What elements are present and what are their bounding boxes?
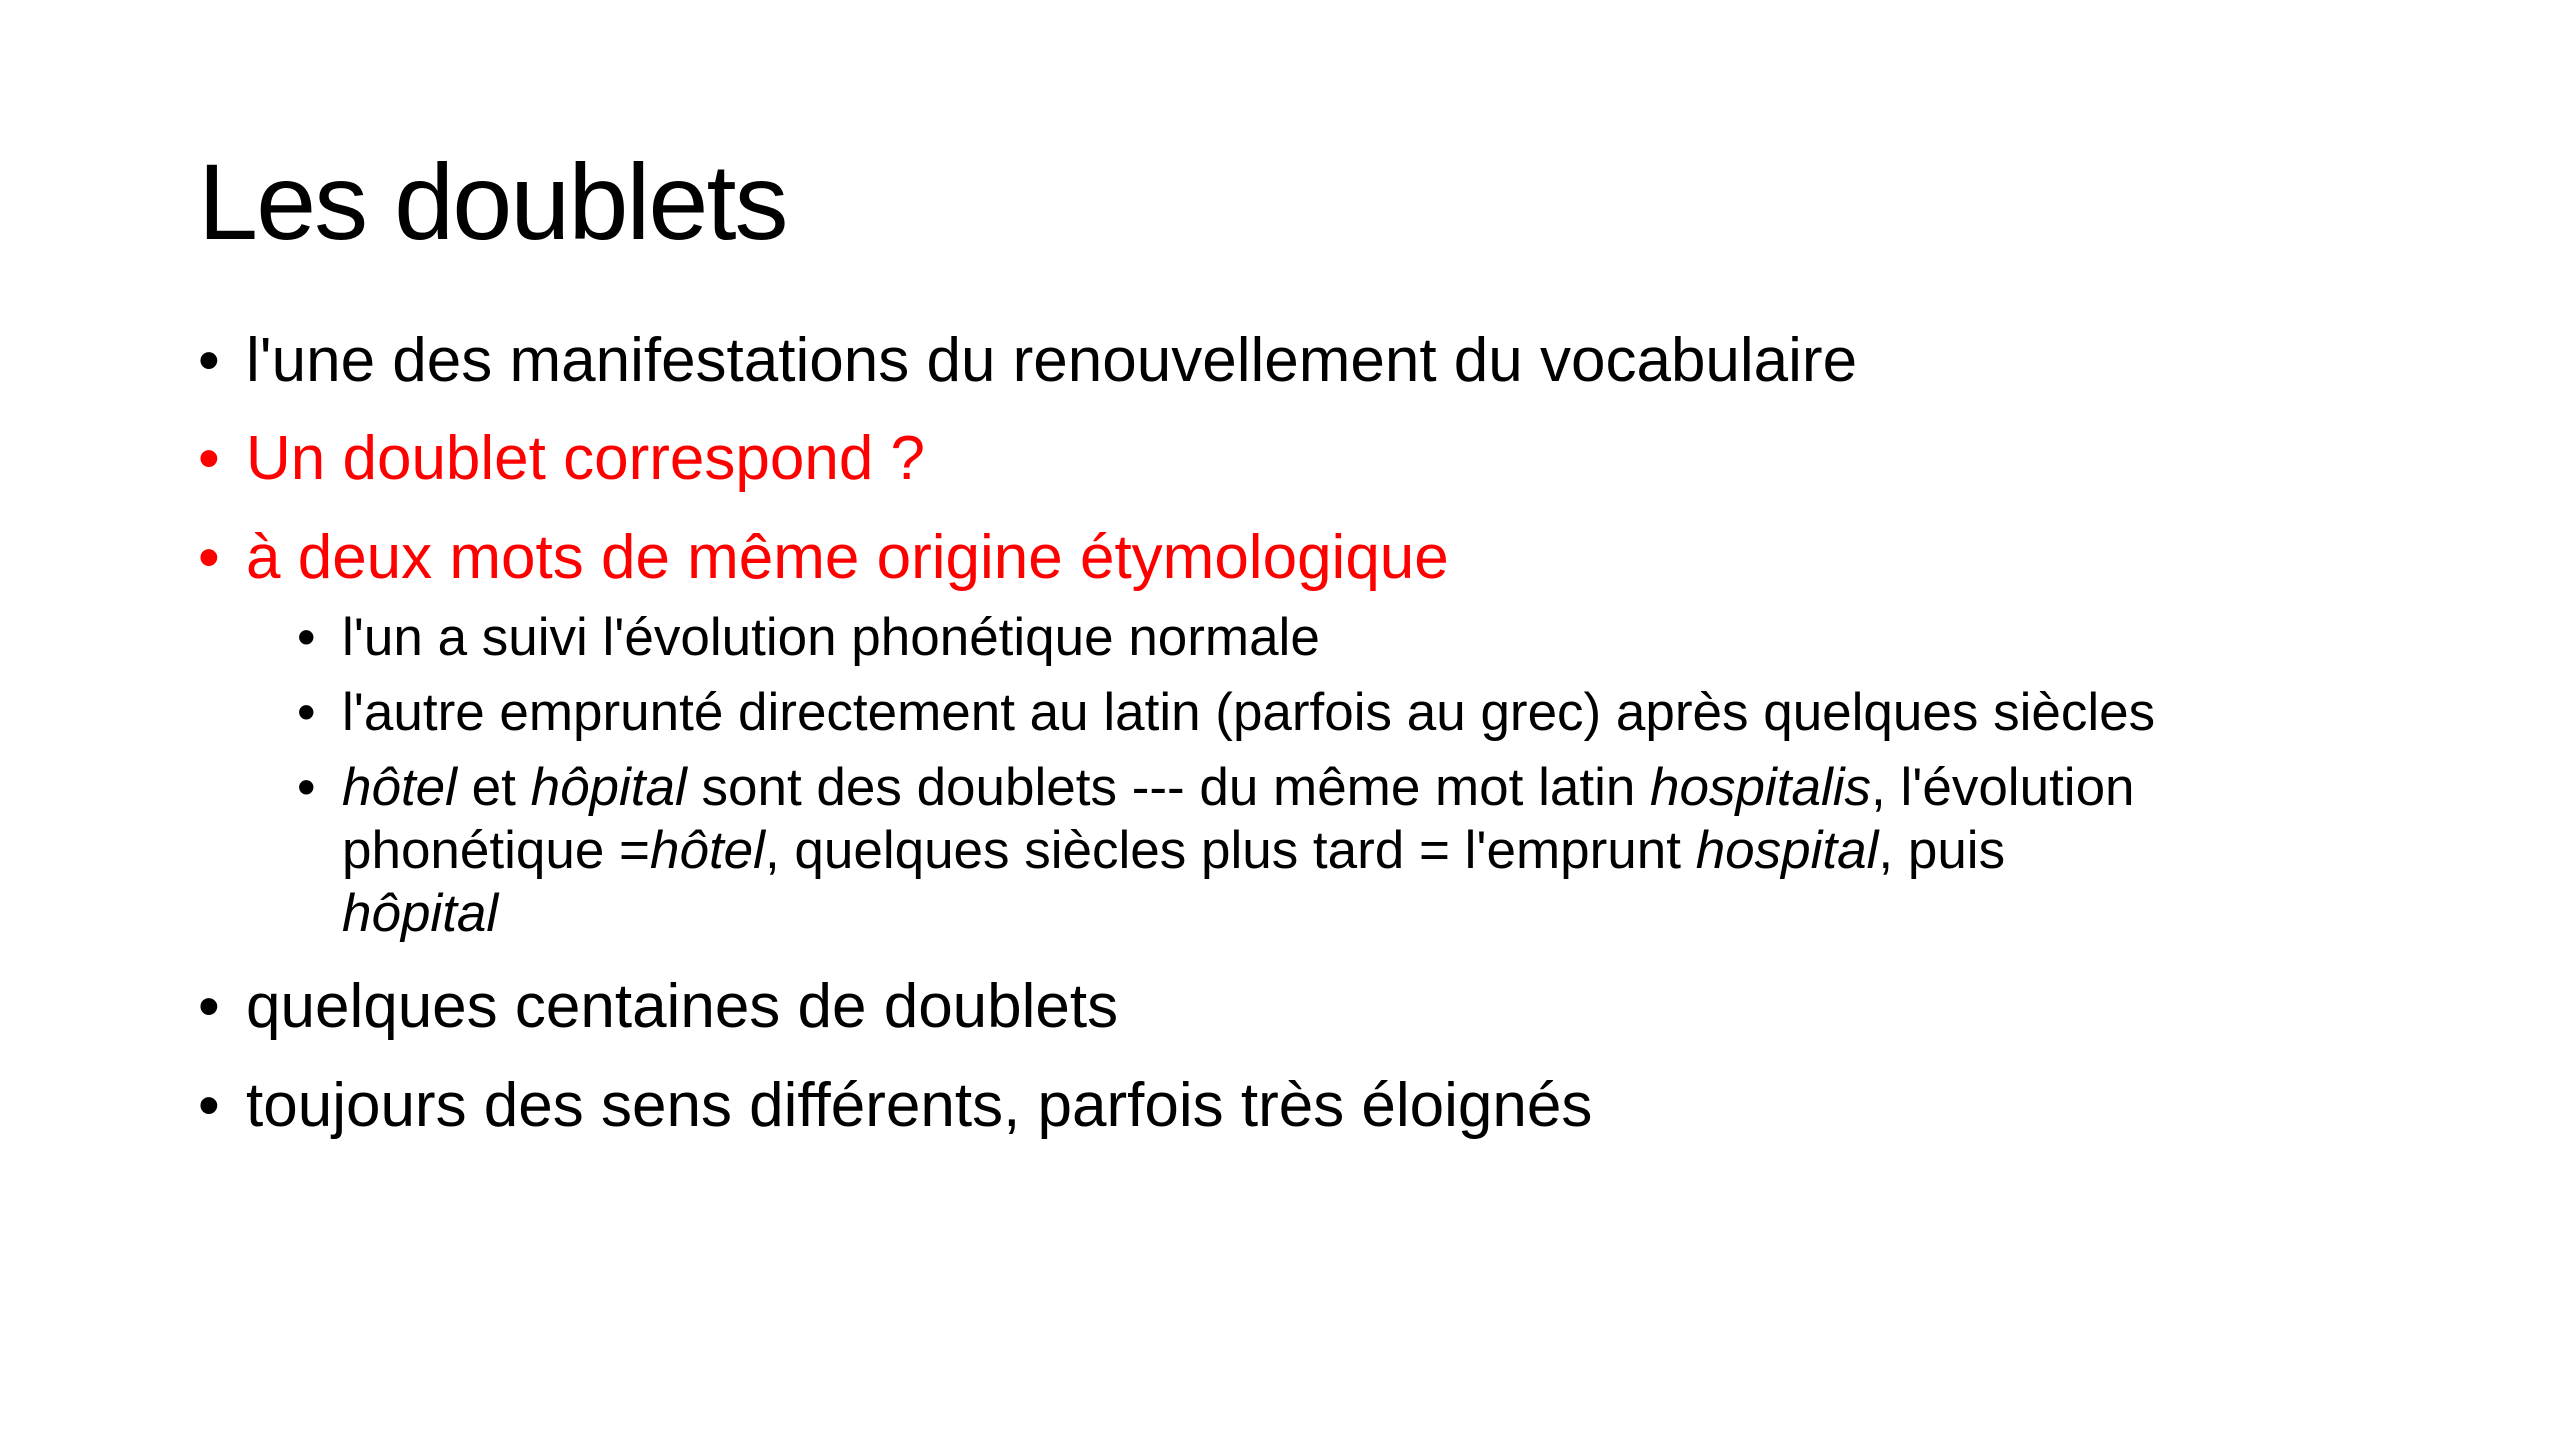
bullet-icon: • (297, 608, 316, 667)
bullet-icon: • (198, 424, 220, 493)
bullet-icon: • (198, 1071, 220, 1140)
example-text (342, 756, 2135, 945)
bullet-text: à deux mots de même origine étymologique (246, 523, 1449, 592)
bullet-text: quelques centaines de doublets (246, 972, 1119, 1041)
example-line-2: phonétique =hôtel, quelques siècles plus tard = l'emprunt hospital, puis (342, 821, 2006, 880)
term-hotel: hôtel (342, 758, 457, 817)
bullet-icon: • (198, 523, 220, 592)
term-hospital: hospital (1695, 821, 1879, 880)
bullet-text: l'un a suivi l'évolution phonétique normale (342, 608, 1320, 667)
bullet-text: toujours des sens différents, parfois très éloignés (246, 1071, 1593, 1140)
example-line-1: hôtel et hôpital sont des doublets --- du même mot latin hospitalis, l'évolution (342, 758, 2135, 817)
bullet-icon: • (198, 326, 220, 395)
term-hotel: hôtel (650, 821, 765, 880)
term-hopital: hôpital (342, 884, 499, 943)
bullet-icon: • (198, 972, 220, 1041)
bullet-icon: • (297, 758, 316, 817)
bullet-icon: • (297, 683, 316, 742)
bullet-text: l'une des manifestations du renouvellement du vocabulaire (246, 326, 1858, 395)
bullet-text: Un doublet correspond ? (246, 424, 926, 493)
bullet-text: l'autre emprunté directement au latin (parfois au grec) après quelques siècles (342, 683, 2156, 742)
term-hospitalis: hospitalis (1650, 758, 1872, 817)
term-hopital: hôpital (530, 758, 687, 817)
example-line-3 (342, 882, 2135, 945)
slide-title: Les doublets (198, 141, 787, 262)
